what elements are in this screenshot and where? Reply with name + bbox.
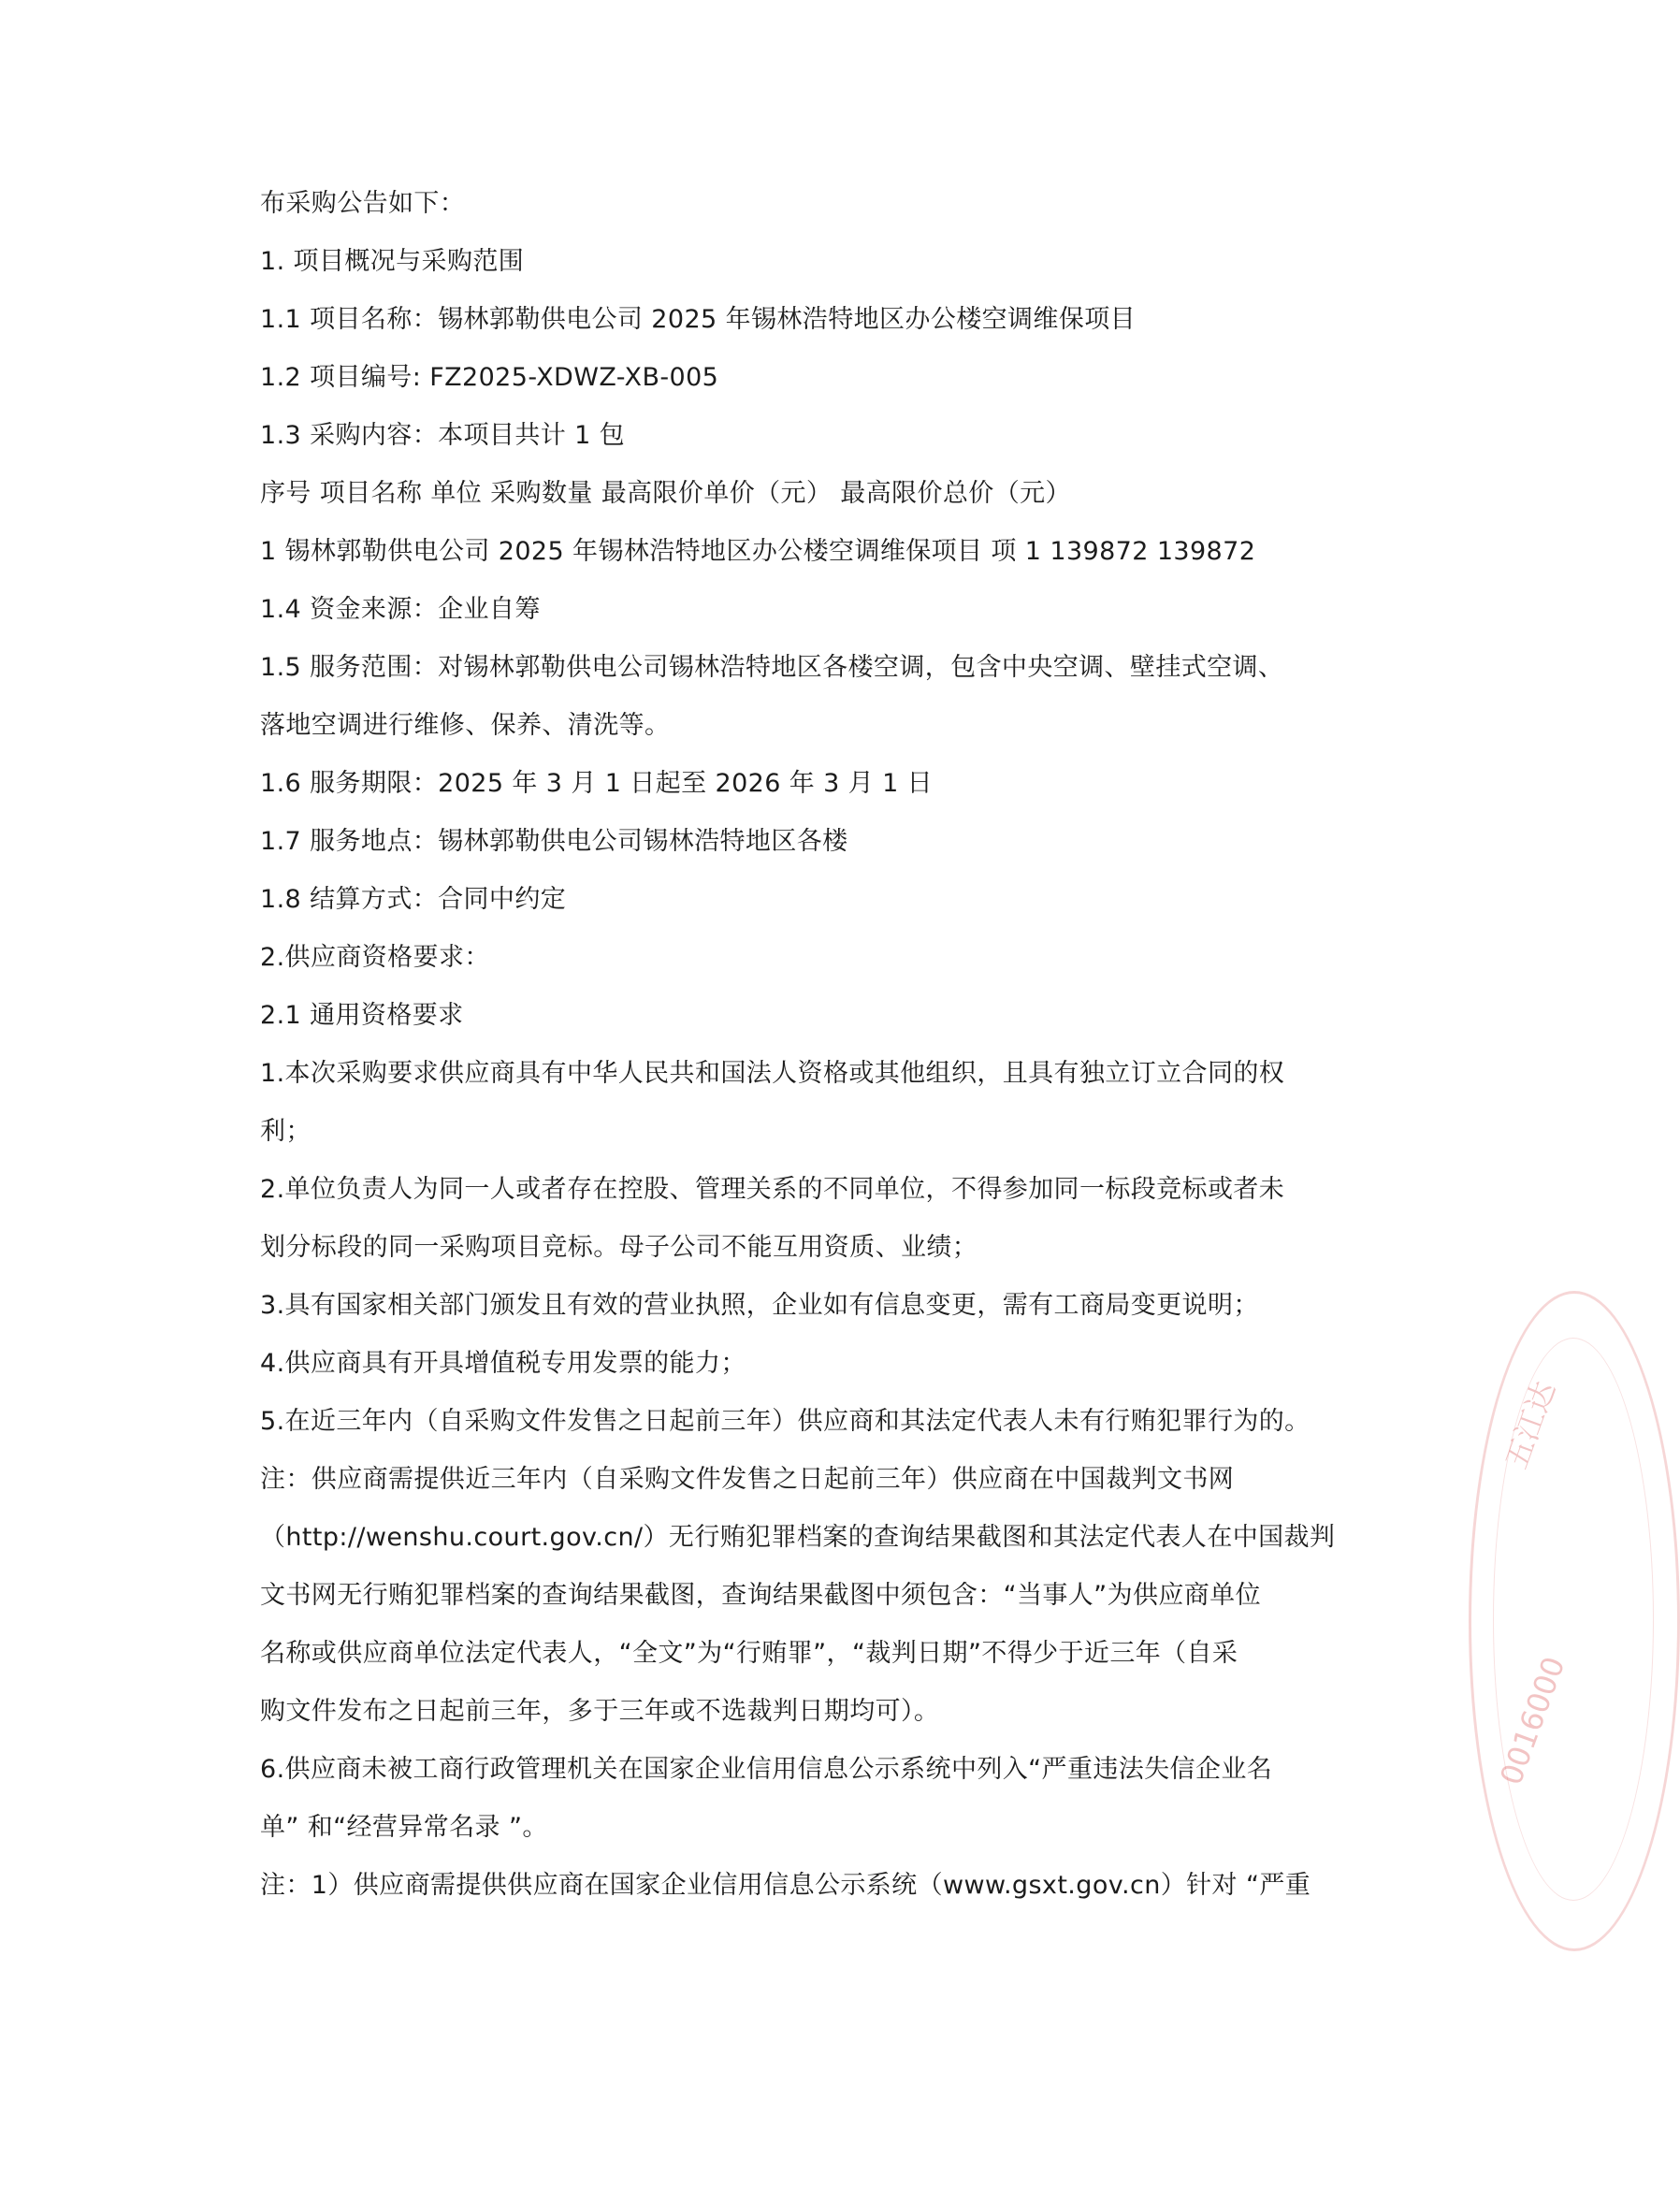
service-period-line: 1.6 服务期限：2025 年 3 月 1 日起至 2026 年 3 月 1 日	[260, 769, 934, 798]
fund-source-line: 1.4 资金来源：企业自筹	[260, 595, 541, 624]
note-5-line-3: 文书网无行贿犯罪档案的查询结果截图，查询结果截图中须包含：“当事人”为供应商单位	[260, 1581, 1261, 1610]
settlement-line: 1.8 结算方式：合同中约定	[260, 885, 567, 914]
note-5-line-4: 名称或供应商单位法定代表人，“全文”为“行贿罪”，“裁判日期”不得少于近三年（自采	[260, 1639, 1238, 1668]
note-6-line: 注：1）供应商需提供供应商在国家企业信用信息公示系统（www.gsxt.gov.cn）针对 “严重	[260, 1871, 1311, 1900]
note-5-line: 注：供应商需提供近三年内（自采购文件发售之日起前三年）供应商在中国裁判文书网	[260, 1465, 1235, 1494]
requirement-1-line-cont: 利；	[260, 1117, 311, 1146]
requirement-2-line: 2.单位负责人为同一人或者存在控股、管理关系的不同单位，不得参加同一标段竞标或者未	[260, 1175, 1285, 1204]
project-number-line: 1.2 项目编号: FZ2025-XDWZ-XB-005	[260, 363, 719, 392]
service-scope-line: 1.5 服务范围：对锡林郭勒供电公司锡林浩特地区各楼空调，包含中央空调、壁挂式空调、	[260, 653, 1284, 682]
section-2-1-heading: 2.1 通用资格要求	[260, 1001, 464, 1030]
intro-line: 布采购公告如下：	[260, 189, 466, 218]
note-5-line-5: 购文件发布之日起前三年，多于三年或不选裁判日期均可）。	[260, 1697, 940, 1726]
procurement-content-line: 1.3 采购内容：本项目共计 1 包	[260, 421, 626, 450]
section-1-heading: 1. 项目概况与采购范围	[260, 247, 525, 276]
note-5-line-2: （http://wenshu.court.gov.cn/）无行贿犯罪档案的查询结果截图和其法定代表人在中国裁判	[260, 1523, 1336, 1552]
service-location-line: 1.7 服务地点：锡林郭勒供电公司锡林浩特地区各楼	[260, 827, 848, 856]
table-header-line: 序号 项目名称 单位 采购数量 最高限价单价（元） 最高限价总价（元）	[260, 479, 1071, 508]
table-row-line: 1 锡林郭勒供电公司 2025 年锡林浩特地区办公楼空调维保项目 项 1 139872 139872	[260, 537, 1256, 566]
project-name-line: 1.1 项目名称：锡林郭勒供电公司 2025 年锡林浩特地区办公楼空调维保项目	[260, 305, 1136, 334]
section-2-heading: 2.供应商资格要求：	[260, 943, 490, 972]
requirement-1-line: 1.本次采购要求供应商具有中华人民共和国法人资格或其他组织，且具有独立订立合同的权	[260, 1059, 1285, 1088]
requirement-6-line: 6.供应商未被工商行政管理机关在国家企业信用信息公示系统中列入“严重违法失信企业名	[260, 1755, 1273, 1784]
requirement-2-line-cont: 划分标段的同一采购项目竞标。母子公司不能互用资质、业绩；	[260, 1233, 978, 1262]
seal-text-top: 五江达	[1498, 1376, 1563, 1474]
requirement-4-line: 4.供应商具有开具增值税专用发票的能力；	[260, 1349, 746, 1378]
seal-text-bottom: 0016000	[1493, 1652, 1572, 1789]
requirement-5-line: 5.在近三年内（自采购文件发售之日起前三年）供应商和其法定代表人未有行贿犯罪行为的。	[260, 1407, 1311, 1436]
requirement-6-line-cont: 单” 和“经营异常名录 ”。	[260, 1813, 548, 1842]
requirement-3-line: 3.具有国家相关部门颁发且有效的营业执照，企业如有信息变更，需有工商局变更说明；	[260, 1291, 1259, 1320]
service-scope-line-cont: 落地空调进行维修、保养、清洗等。	[260, 711, 671, 740]
